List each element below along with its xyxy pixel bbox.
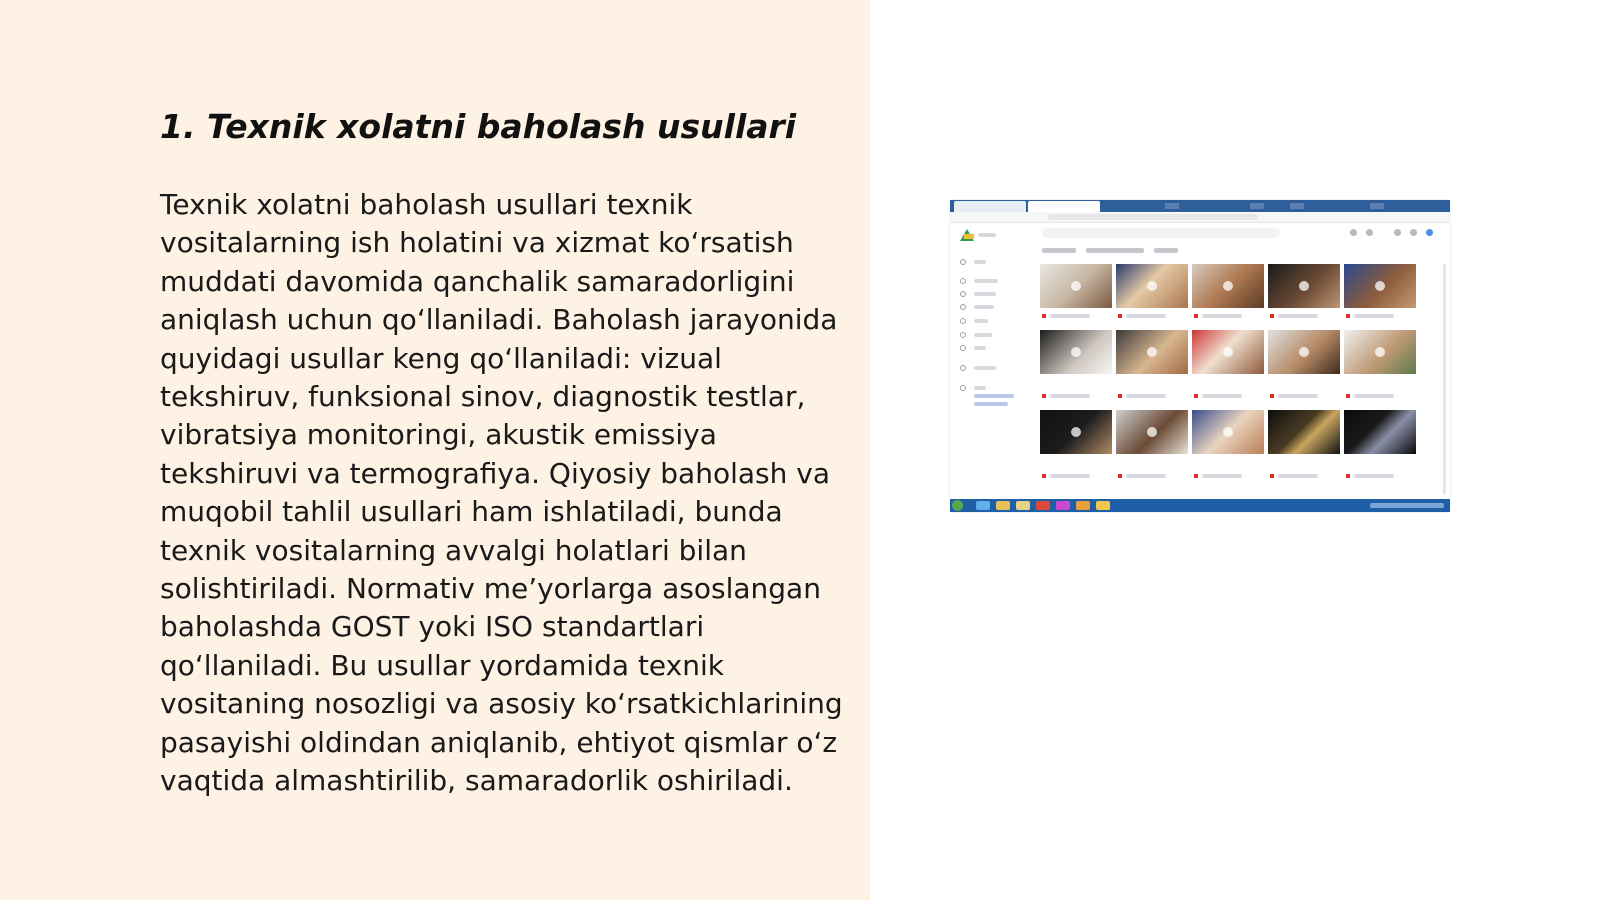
video-thumbnail (1192, 330, 1264, 374)
video-thumbnail (1344, 330, 1416, 374)
browser-tab (1028, 201, 1100, 212)
video-thumbnail (1268, 330, 1340, 374)
video-thumbnail (1268, 264, 1340, 308)
video-thumbnail (1116, 410, 1188, 454)
slide-body: Texnik xolatni baholash usullari texnik vositalarning ish holatini va xizmat ko‘rsatish muddati davomida qanchalik samaradorligini aniqlash uchun qo‘llaniladi. Baholash jarayonida quyidagi usullar keng qo‘llaniladi: vizual tekshiruv, funksional sinov, diagnostik testlar, vibratsiya monitoringi, akustik emissiya tekshiruvi va termografiya. Qiyosiy baholash va muqobil tahlil usullari ham ishlatiladi, bunda texnik vositalarning avvalgi holatlari bilan solishtiriladi. Normativ me’yorlarga asoslangan baholashda GOST yoki ISO standartlari qo‘llaniladi. Bu usullar yordamida texnik vositaning nosozligi va asosiy ko‘rsatkichlarining pasayishi oldindan aniqlanib, ehtiyot qismlar o‘z vaqtida almashtirilib, samaradorlik oshiriladi. (160, 188, 843, 798)
drive-logo-icon (960, 229, 974, 241)
video-thumbnail (1116, 264, 1188, 308)
browser-address-bar (950, 212, 1450, 223)
video-thumbnail (1344, 264, 1416, 308)
drive-scrollbar (1443, 264, 1446, 494)
slide-title: 1. Texnik xolatni baholash usullari (160, 107, 797, 146)
video-thumbnail (1116, 330, 1188, 374)
windows-taskbar (950, 499, 1450, 512)
embedded-screenshot (950, 200, 1450, 512)
video-thumbnail (1040, 264, 1112, 308)
drive-sidebar (950, 223, 1038, 499)
browser-tab (954, 201, 1026, 212)
start-button-icon (952, 500, 963, 511)
browser-tab-bar (950, 200, 1450, 212)
video-thumbnail (1040, 410, 1112, 454)
video-thumbnail-grid (1040, 264, 1420, 494)
drive-toolbar-icons (1350, 228, 1440, 238)
video-thumbnail (1268, 410, 1340, 454)
video-thumbnail (1192, 264, 1264, 308)
video-thumbnail (1040, 330, 1112, 374)
video-thumbnail (1192, 410, 1264, 454)
drive-search-bar (1042, 228, 1280, 238)
video-thumbnail (1344, 410, 1416, 454)
